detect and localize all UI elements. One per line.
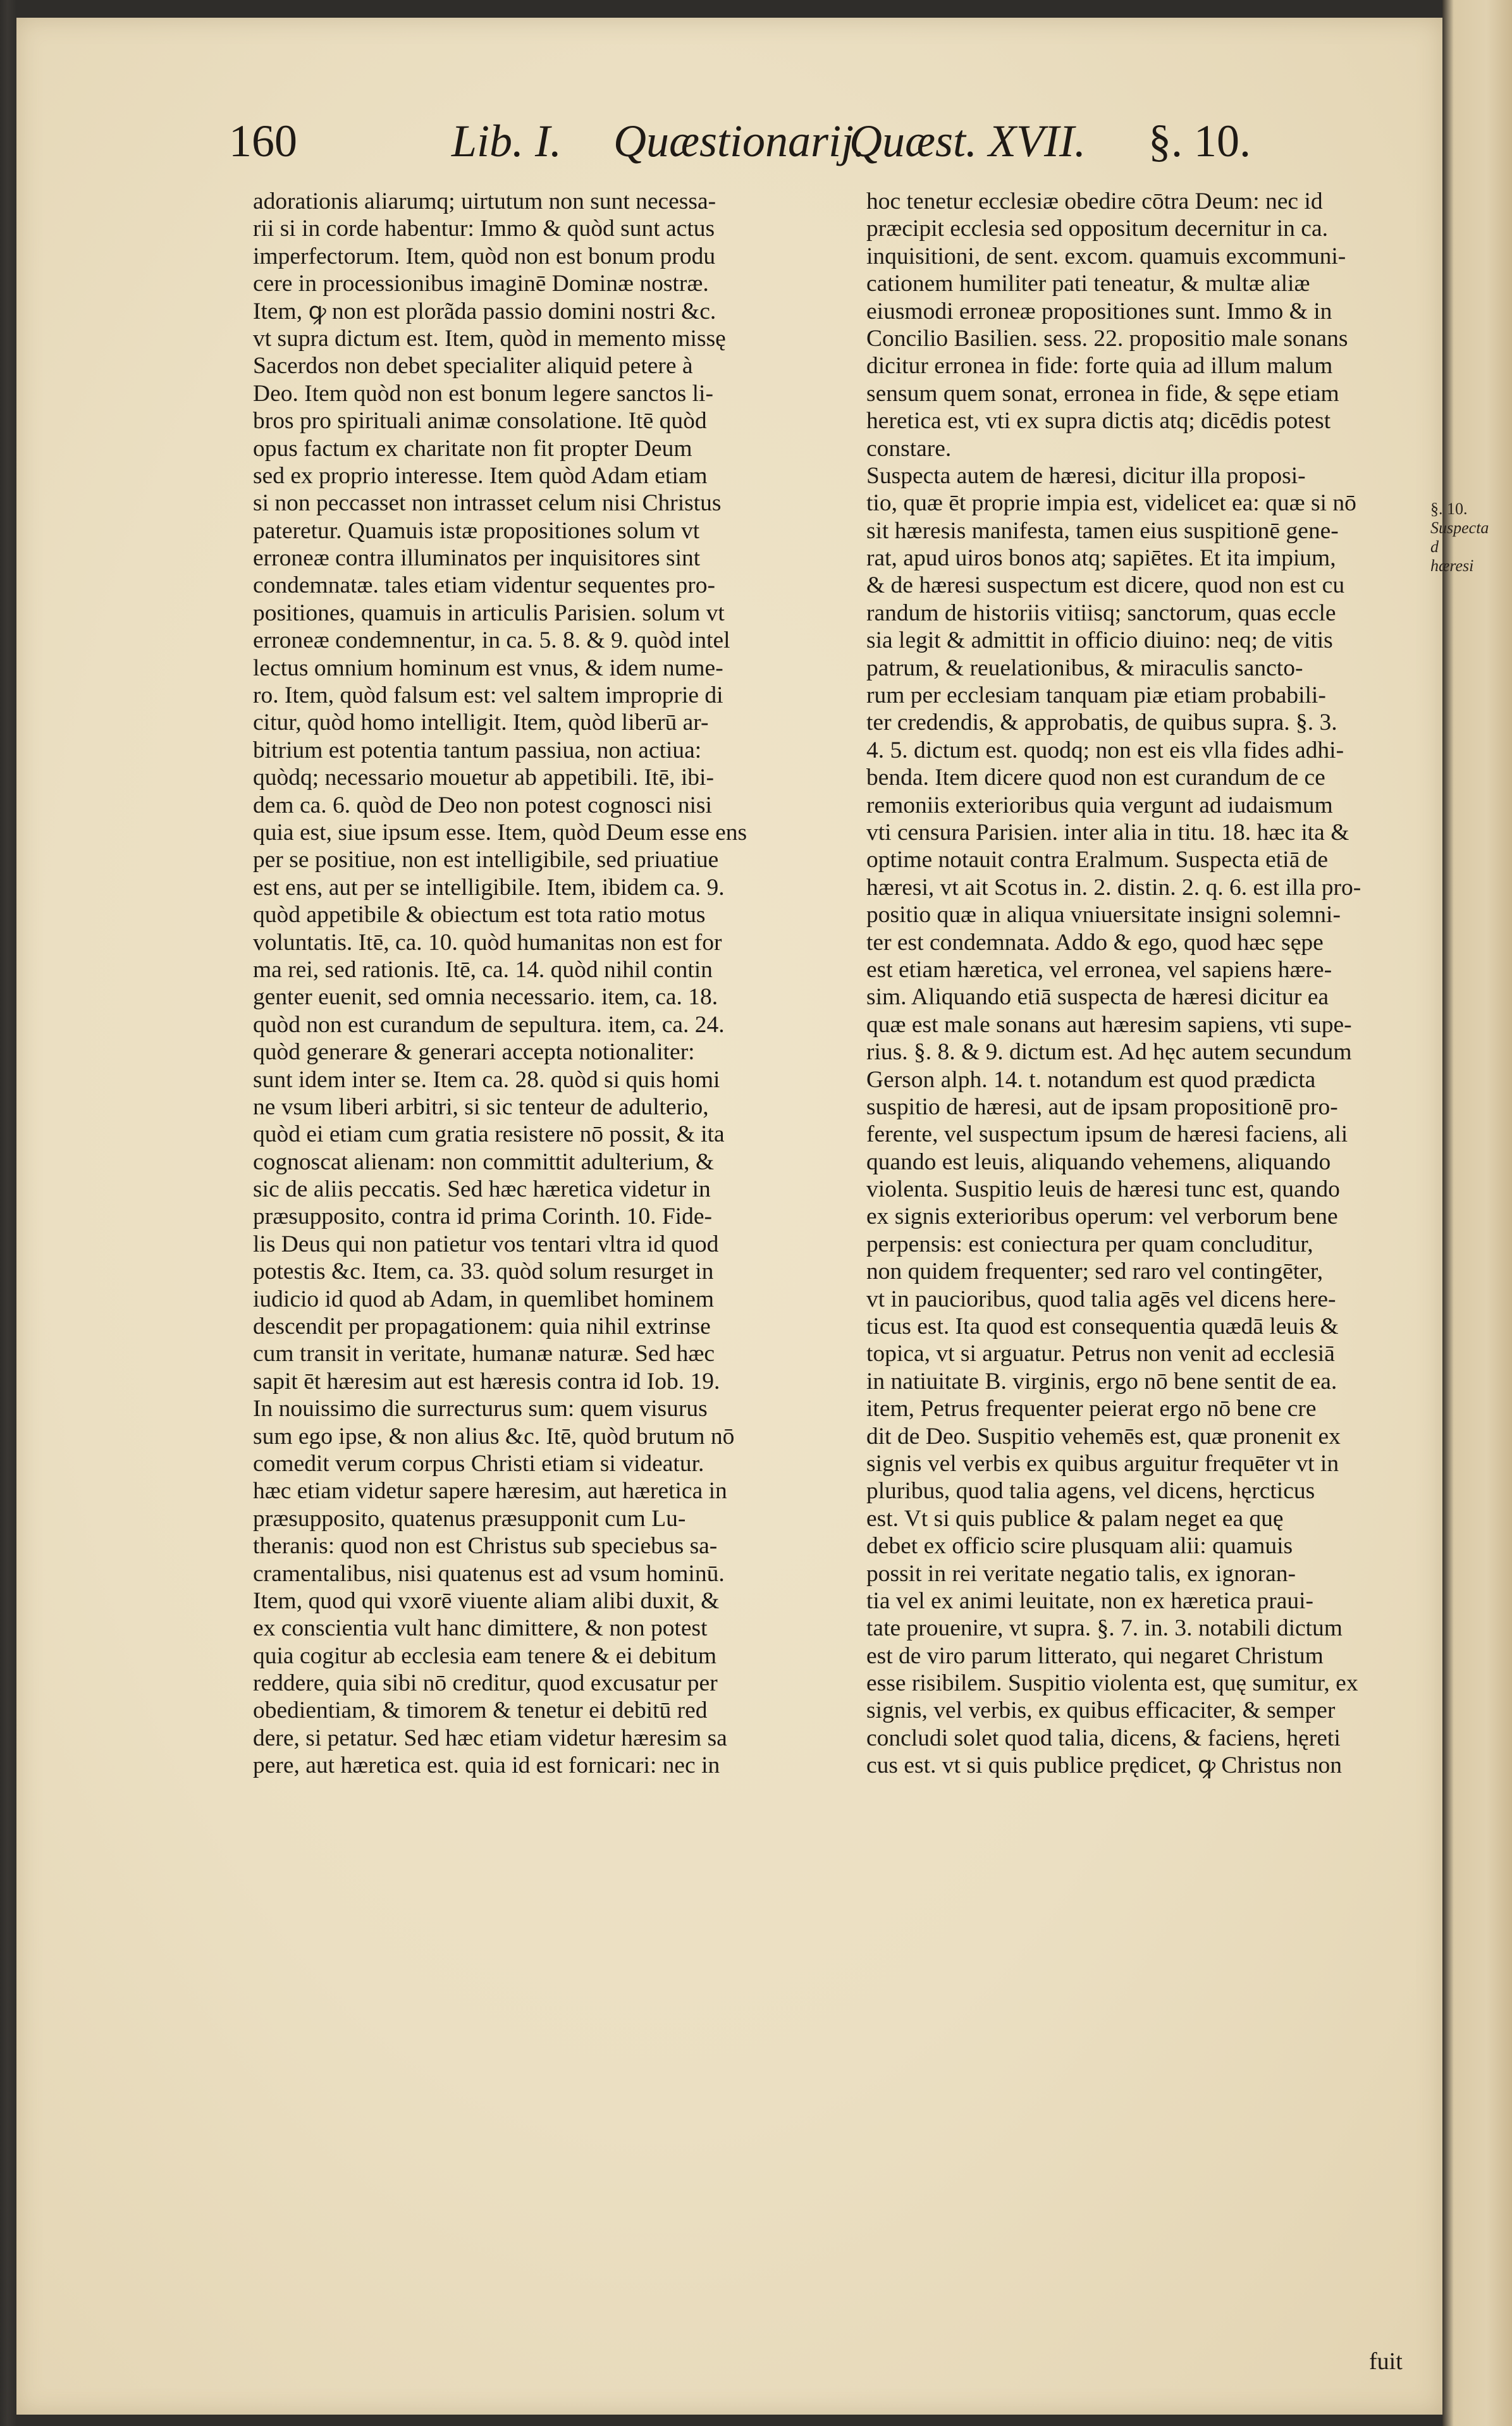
text-line: constare.: [866, 435, 952, 462]
text-line: positiones, quamuis in articulis Parisien. solum vt: [253, 600, 725, 626]
text-line: tate prouenire, vt supra. §. 7. in. 3. notabili dictum: [866, 1615, 1343, 1642]
text-line: ex signis exterioribus operum: vel verborum bene: [866, 1204, 1338, 1230]
text-line: vt in paucioribus, quod talia agēs vel dicens here-: [866, 1286, 1336, 1312]
text-line: patrum, & reuelationibus, & miraculis sancto-: [866, 655, 1303, 681]
running-title-book: Lib. I.: [452, 116, 562, 166]
text-line: præcipit ecclesia sed oppositum decernitur in ca.: [866, 216, 1328, 242]
text-line: concludi solet quod talia, dicens, & faciens, hęreti: [866, 1725, 1341, 1751]
text-line: esse risibilem. Suspitio violenta est, quę sumitur, ex: [866, 1670, 1358, 1697]
page-number: 160: [229, 116, 297, 166]
text-line: reddere, quia sibi nō creditur, quod excusatur per: [253, 1670, 718, 1697]
text-line: remoniis exterioribus quia vergunt ad iudaismum: [866, 792, 1333, 818]
text-line: quæ est male sonans aut hæresim sapiens, vti supe-: [866, 1011, 1352, 1038]
text-line: ter credendis, & approbatis, de quibus supra. §. 3.: [866, 710, 1337, 736]
text-line: suspitio de hæresi, aut de ipsam propositionē pro-: [866, 1093, 1338, 1120]
text-line: sed ex proprio interesse. Item quòd Adam etiam: [253, 462, 708, 489]
text-line: ferente, vel suspectum ipsum de hæresi faciens, ali: [866, 1121, 1348, 1148]
text-line: adorationis aliarumq; uirtutum non sunt necessa-: [253, 188, 716, 214]
text-line: est etiam hæretica, vel erronea, vel sapiens hære-: [866, 956, 1332, 983]
text-line: pluribus, quod talia agens, vel dicens, hęrcticus: [866, 1478, 1315, 1505]
text-line: rum per ecclesiam tanquam piæ etiam probabili-: [866, 682, 1326, 709]
running-header: [229, 115, 1298, 172]
text-line: Suspecta autem de hæresi, dicitur illa proposi-: [866, 462, 1306, 489]
text-line: genter euenit, sed omnia necessario. item, ca. 18.: [253, 984, 718, 1011]
text-line: cere in processionibus imaginē Dominæ nostræ.: [253, 271, 709, 297]
text-line: positio quæ in aliqua vniuersitate insigni solemni-: [866, 902, 1341, 928]
marginal-line-1: Suspecta d: [1430, 519, 1489, 556]
running-title-section: §. 10.: [1148, 116, 1251, 166]
text-line: erroneæ condemnentur, in ca. 5. 8. & 9. quòd intel: [253, 627, 730, 654]
facing-page-edge: [1442, 0, 1512, 2426]
text-line: comedit verum corpus Christi etiam si videatur.: [253, 1450, 704, 1477]
text-line: cus est. vt si quis publice prędicet, ꝙ Christus non: [866, 1752, 1343, 1779]
text-line: voluntatis. Itē, ca. 10. quòd humanitas non est for: [253, 929, 722, 956]
text-line: Concilio Basilien. sess. 22. propositio male sonans: [866, 325, 1348, 352]
text-line: heretica est, vti ex supra dictis atq; dicēdis potest: [866, 408, 1331, 434]
text-line: cramentalibus, nisi quatenus est ad vsum hominū.: [253, 1560, 725, 1587]
text-line: obedientiam, & timorem & tenetur ei debitū red: [253, 1697, 708, 1724]
text-line: citur, quòd homo intelligit. Item, quòd liberū ar-: [253, 710, 709, 736]
text-line: benda. Item dicere quod non est curandum de ce: [866, 765, 1325, 791]
text-line: potestis &c. Item, ca. 33. quòd solum resurget in: [253, 1259, 714, 1285]
text-line: hæc etiam videtur sapere hæresim, aut hæretica in: [253, 1478, 727, 1505]
text-line: sum ego ipse, & non alius &c. Itē, quòd brutum nō: [253, 1423, 735, 1450]
text-line: 4. 5. dictum est. quodq; non est eis vlla fides adhi-: [866, 737, 1344, 763]
text-line: erroneæ contra illuminatos per inquisitores sint: [253, 545, 701, 572]
text-line: non quidem frequenter; sed raro vel contingēter,: [866, 1259, 1324, 1285]
text-line: vti censura Parisien. inter alia in titu. 18. hæc ita &: [866, 819, 1349, 846]
text-line: cationem humiliter pati teneatur, & multæ aliæ: [866, 271, 1310, 297]
text-line: opus factum ex charitate non fit propter Deum: [253, 435, 692, 462]
text-line: imperfectorum. Item, quòd non est bonum produ: [253, 243, 716, 269]
text-line: inquisitioni, de sent. excom. quamuis excommuni-: [866, 243, 1346, 269]
text-line: quòd appetibile & obiectum est tota ratio motus: [253, 902, 706, 928]
text-line: ex conscientia vult hanc dimittere, & non potest: [253, 1615, 708, 1642]
text-line: perpensis: est coniectura per quam concluditur,: [866, 1231, 1313, 1257]
text-line: Item, ꝙ non est plorãda passio domini nostri &c.: [253, 298, 716, 324]
text-line: sim. Aliquando etiā suspecta de hæresi dicitur ea: [866, 984, 1329, 1011]
text-line: signis, vel verbis, ex quibus efficaciter, & semper: [866, 1697, 1336, 1724]
text-line: quia cogitur ab ecclesia eam tenere & ei debitum: [253, 1642, 717, 1669]
text-line: quòdq; necessario mouetur ab appetibili. Itē, ibi-: [253, 765, 714, 791]
text-line: bros pro spirituali animæ consolatione. Itē quòd: [253, 408, 707, 434]
text-line: præsupposito, contra id prima Corinth. 10. Fide-: [253, 1204, 712, 1230]
text-line: sapit ēt hæresim aut est hæresis contra id Iob. 19.: [253, 1368, 720, 1395]
text-line: debet ex officio scire plusquam alii: quamuis: [866, 1533, 1293, 1560]
text-line: cum transit in veritate, humanæ naturæ. Sed hæc: [253, 1341, 715, 1367]
text-line: hæresi, vt ait Scotus in. 2. distin. 2. q. 6. est illa pro-: [866, 874, 1361, 901]
text-line: dicitur erronea in fide: forte quia ad illum malum: [866, 353, 1333, 379]
text-line: violenta. Suspitio leuis de hæresi tunc est, quando: [866, 1176, 1340, 1203]
text-line: randum de historiis vitiisq; sanctorum, quas eccle: [866, 600, 1336, 626]
text-line: theranis: quod non est Christus sub speciebus sa-: [253, 1533, 718, 1560]
text-line: hoc tenetur ecclesiæ obedire cōtra Deum: nec id: [866, 188, 1323, 214]
marginal-note: [1430, 500, 1489, 576]
text-line: dere, si petatur. Sed hæc etiam videtur hæresim sa: [253, 1725, 727, 1751]
text-line: ma rei, sed rationis. Itē, ca. 14. quòd nihil contin: [253, 956, 713, 983]
text-line: condemnatæ. tales etiam videntur sequentes pro-: [253, 572, 716, 599]
text-line: Gerson alph. 14. t. notandum est quod prædicta: [866, 1066, 1316, 1093]
text-line: pateretur. Quamuis istæ propositiones solum vt: [253, 517, 700, 544]
text-line: eiusmodi erroneæ propositiones sunt. Immo & in: [866, 298, 1332, 324]
text-line: sic de aliis peccatis. Sed hæc hæretica videtur in: [253, 1176, 711, 1203]
left-text-column: [253, 188, 836, 1780]
text-line: lis Deus qui non patietur vos tentari vltra id quod: [253, 1231, 719, 1257]
text-line: rii si in corde habentur: Immo & quòd sunt actus: [253, 216, 715, 242]
marginal-line-2: hæresi: [1430, 557, 1474, 575]
text-line: rius. §. 8. & 9. dictum est. Ad hęc autem secundum: [866, 1039, 1352, 1066]
text-line: & de hæresi suspectum est dicere, quod non est cu: [866, 572, 1345, 599]
text-line: possit in rei veritate negatio talis, ex ignoran-: [866, 1560, 1296, 1587]
text-line: item, Petrus frequenter peierat ergo nō bene cre: [866, 1396, 1317, 1422]
text-line: In nouissimo die surrecturus sum: quem visurus: [253, 1396, 708, 1422]
text-line: vt supra dictum est. Item, quòd in memento missę: [253, 325, 726, 352]
text-line: sunt idem inter se. Item ca. 28. quòd si quis homi: [253, 1066, 720, 1093]
text-line: si non peccasset non intrasset celum nisi Christus: [253, 490, 722, 517]
text-line: cognoscat alienam: non committit adulterium, &: [253, 1148, 714, 1175]
text-line: est de viro parum litterato, qui negaret Christum: [866, 1642, 1324, 1669]
text-line: sit hæresis manifesta, tamen eius suspitionē gene-: [866, 517, 1339, 544]
text-line: ro. Item, quòd falsum est: vel saltem improprie di: [253, 682, 723, 709]
text-line: iudicio id quod ab Adam, in quemlibet hominem: [253, 1286, 715, 1312]
text-line: dem ca. 6. quòd de Deo non potest cognosci nisi: [253, 792, 712, 818]
text-line: in natiuitate B. virginis, ergo nō bene sentit de ea.: [866, 1368, 1337, 1395]
text-line: quia est, siue ipsum esse. Item, quòd Deum esse ens: [253, 819, 747, 846]
text-line: optime notauit contra Eralmum. Suspecta etiā de: [866, 847, 1328, 873]
text-line: sia legit & admittit in officio diuino: neq; de vitis: [866, 627, 1333, 654]
text-line: est ens, aut per se intelligibile. Item, ibidem ca. 9.: [253, 874, 725, 901]
text-line: Deo. Item quòd non est bonum legere sanctos li-: [253, 380, 713, 407]
right-text-column: [866, 188, 1435, 1780]
text-line: est. Vt si quis publice & palam neget ea quę: [866, 1505, 1284, 1532]
text-line: sensum quem sonat, erronea in fide, & sępe etiam: [866, 380, 1339, 407]
text-line: topica, vt si arguatur. Petrus non venit ad ecclesiā: [866, 1341, 1335, 1367]
text-line: quòd ei etiam cum gratia resistere nō possit, & ita: [253, 1121, 725, 1148]
text-line: pere, aut hæretica est. quia id est fornicari: nec in: [253, 1752, 720, 1779]
text-line: descendit per propagationem: quia nihil extrinse: [253, 1314, 711, 1340]
running-title-question: Quæst. XVII.: [849, 116, 1086, 166]
catchword: fuit: [1369, 2348, 1403, 2375]
text-line: Sacerdos non debet specialiter aliquid petere à: [253, 353, 693, 379]
text-line: quòd generare & generari accepta notionaliter:: [253, 1039, 695, 1066]
text-line: signis vel verbis ex quibus arguitur frequēter vt in: [866, 1450, 1339, 1477]
text-line: præsupposito, quatenus præsupponit cum Lu-: [253, 1505, 686, 1532]
text-line: ne vsum liberi arbitri, si sic tenteur de adulterio,: [253, 1093, 709, 1120]
text-line: tia vel ex animi leuitate, non ex hæretica praui-: [866, 1587, 1314, 1614]
text-line: quòd non est curandum de sepultura. item, ca. 24.: [253, 1011, 725, 1038]
text-line: lectus omnium hominum est vnus, & idem nume-: [253, 655, 723, 681]
text-line: rat, apud uiros bonos atq; sapiētes. Et ita impium,: [866, 545, 1336, 572]
text-line: Item, quod qui vxorē viuente aliam alibi duxit, &: [253, 1587, 720, 1614]
marginal-section: §. 10.: [1430, 500, 1468, 518]
text-line: bitrium est potentia tantum passiua, non actiua:: [253, 737, 702, 763]
text-line: tio, quæ ēt proprie impia est, videlicet ea: quæ si nō: [866, 490, 1356, 517]
text-line: quando est leuis, aliquando vehemens, aliquando: [866, 1148, 1331, 1175]
running-title-work: Quæstionarij.: [613, 116, 866, 166]
text-line: dit de Deo. Suspitio vehemēs est, quæ pronenit ex: [866, 1423, 1341, 1450]
text-line: ticus est. Ita quod est consequentia quædā leuis &: [866, 1314, 1339, 1340]
text-line: ter est condemnata. Addo & ego, quod hæc sępe: [866, 929, 1324, 956]
text-line: per se positiue, non est intelligibile, sed priuatiue: [253, 847, 719, 873]
